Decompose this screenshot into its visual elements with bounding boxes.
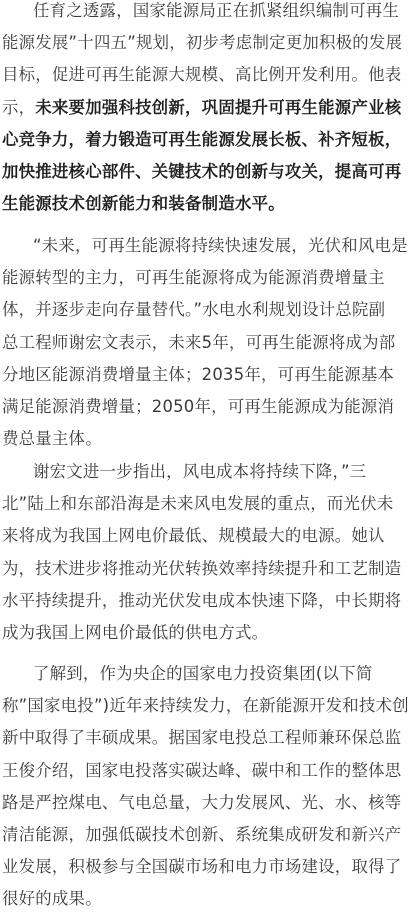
text-line: 满足能源消费增量；2050年，可再生能源成为能源消: [2, 396, 395, 416]
text-line: 称”国家电投”)近年来持续发力，在新能源开发和技术创: [2, 696, 409, 716]
text-line: 谢宏文进一步指出，风电成本将持续下降，”三: [33, 462, 367, 481]
text-line: 成为我国上网电价最低的供电方式。: [2, 622, 269, 642]
text-run: 任育之透露，国家能源局正在抓紧组织编制可再生: [33, 1, 400, 20]
text-line: “未来，可再生能源将持续快速发展，光伏和风电是: [33, 236, 408, 255]
text-line: 路是严控煤电、气电总量，大力发展风、光、水、核等: [2, 792, 402, 812]
text-line: 能源转型的主力，可再生能源将成为能源消费增量主: [2, 268, 385, 288]
text-line: 来将成为我国上网电价最低、规模最大的电源。她认: [2, 526, 385, 546]
paragraph-4: [0, 658, 416, 916]
text-line: [0, 59, 416, 91]
text-line: [0, 27, 416, 59]
text-line: 水平持续提升，推动光伏发电成本快速下降，中长期将: [2, 590, 402, 610]
text-line: [0, 124, 416, 156]
text-line: [0, 188, 416, 220]
text-run: 目标，促进可再生能源大规模、高比例开发利用。他表: [2, 65, 402, 85]
text-run: 示，: [2, 97, 36, 117]
paragraph-3: [0, 456, 416, 649]
bold-text-run: 未来要加强科技创新，巩固提升可再生能源产业核: [35, 97, 402, 117]
text-line: 新中取得了丰硕成果。据国家电投总工程师兼环保总监: [2, 728, 402, 748]
bold-text-run: 生能源技术创新能力和装备制造水平。: [2, 194, 285, 214]
text-line: 清洁能源，加强低碳技术创新、系统集成研发和新兴产: [2, 824, 402, 844]
text-line: 北”陆上和东部沿海是未来风电发展的重点，而光伏未: [2, 494, 394, 514]
bold-text-run: 心竞争力，着力锻造可再生能源发展长板、补齐短板，: [2, 129, 402, 149]
text-line: 为，技术进步将推动光伏转换效率持续提升和工艺制造: [2, 558, 402, 578]
paragraph-2: [0, 230, 416, 455]
text-line: [0, 0, 416, 27]
text-line: 了解到，作为央企的国家电力投资集团(以下简: [33, 664, 373, 683]
text-line: [0, 156, 416, 188]
text-line: 很好的成果。: [2, 889, 102, 909]
text-line: 王俊介绍，国家电投落实碳达峰、碳中和工作的整体思: [2, 760, 402, 780]
text-line: [0, 92, 416, 124]
bold-text-run: 加快推进核心部件、关键技术的创新与攻关，提高可再: [2, 161, 402, 181]
text-line: 费总量主体。: [2, 429, 102, 449]
text-line: 业发展，积极参与全国碳市场和电力市场建设，取得了: [2, 857, 402, 877]
text-line: 体，并逐步走向存量替代。”水电水利规划设计总院副: [2, 300, 386, 320]
text-line: 总工程师谢宏文表示，未来5年，可再生能源将成为部: [2, 332, 396, 352]
paragraph-1: [0, 0, 416, 220]
text-run: 能源发展”十四五”规划，初步考虑制定更加积极的发展: [2, 33, 403, 53]
text-line: 分地区能源消费增量主体；2035年，可再生能源基本: [2, 364, 395, 384]
